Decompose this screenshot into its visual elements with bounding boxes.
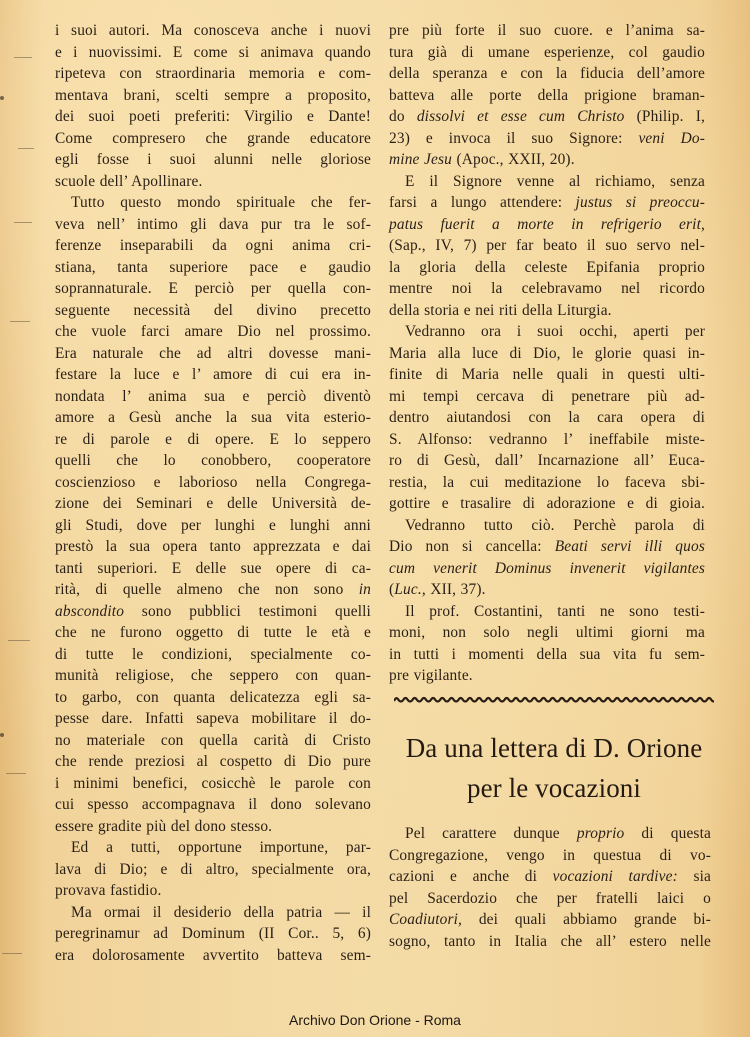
text-line [55, 665, 371, 687]
text-line [55, 429, 371, 451]
text-segment: tanti superiori. E delle sue opere di ca- [55, 559, 371, 577]
text-segment: nondata l’ anima sua e perciò diventò [55, 387, 371, 405]
text-segment: Come compresero che grande educatore [55, 129, 371, 147]
text-line [55, 558, 371, 580]
text-line [55, 816, 371, 838]
italic-text: abscondito [55, 602, 125, 620]
text-segment: sono pubblici testimoni quelli [124, 602, 371, 620]
text-line [389, 128, 705, 150]
text-line [389, 536, 705, 558]
text-segment: dentro aiutandosi con la cara opera di [389, 409, 705, 426]
text-segment: i minimi benefici, cosicchè le parole con [55, 774, 371, 792]
text-segment: mentre noi la celebravamo nel ricordo [389, 280, 705, 297]
text-line [55, 343, 371, 365]
text-segment: festare la luce e l’ amore di cui era in- [55, 366, 371, 383]
italic-text: mine Jesu [389, 151, 452, 168]
section-heading-line-1: Da una lettera di D. Orione [405, 733, 703, 763]
text-line [389, 364, 705, 386]
text-line [55, 42, 371, 64]
text-line [389, 644, 705, 666]
italic-text: proprio [576, 825, 625, 842]
text-line [389, 85, 705, 107]
text-line [55, 687, 371, 709]
text-segment: 23) e invoca il suo Signore: [389, 129, 639, 147]
text-line [389, 214, 705, 236]
text-line [389, 622, 705, 644]
italic-text: vocazioni tardive: [552, 868, 678, 885]
text-segment: scuole dell’ Apollinare. [55, 172, 203, 190]
text-segment: della speranza e con la fiducia dell’amore [389, 65, 705, 82]
text-line [389, 407, 705, 429]
italic-text: dissolvi et esse cum Christo [416, 108, 625, 125]
text-segment: veva nell’ intimo gli dava pur tra le sof- [55, 215, 371, 233]
text-line [55, 644, 371, 666]
text-segment: che vuole farci amare Dio nel prossimo. [55, 323, 371, 340]
text-line [55, 192, 371, 214]
text-segment: egli fosse i suoi alunni nelle gloriose [55, 151, 371, 168]
text-segment: Era naturale che ad altri dovesse mani- [55, 344, 371, 362]
text-segment: provava fastidio. [55, 882, 162, 899]
text-line [55, 730, 371, 752]
text-line [389, 343, 705, 365]
text-line [55, 622, 371, 644]
italic-text: justus si preoccu- [575, 194, 705, 211]
text-segment: soprannaturale. E perciò per quella con- [55, 280, 371, 297]
text-line [55, 128, 371, 150]
text-segment: prestò la sua opera tanto apprezzata e dai [55, 538, 371, 555]
italic-text: patus fuerit a morte in refrigerio erit, [389, 215, 705, 233]
text-segment: (Sap., IV, 7) per far beato il suo servo nel- [389, 237, 705, 254]
text-line [389, 321, 705, 343]
text-segment: gli Studi, dove per lunghi e lunghi anni [55, 516, 371, 534]
text-line [55, 708, 371, 730]
text-line [389, 429, 705, 451]
text-line [55, 859, 371, 881]
text-segment: seguente necessità del divino precetto [55, 301, 371, 319]
text-segment: Ma ormai il desiderio della patria — il [71, 903, 371, 921]
text-segment: coscienzioso e laborioso nella Congrega- [55, 473, 371, 491]
text-line [55, 171, 371, 193]
text-line [389, 278, 705, 300]
text-line [389, 171, 705, 193]
text-line [55, 300, 371, 322]
text-segment: gottire e trasalire di adorazione e di gioia. [389, 495, 705, 512]
text-line [55, 880, 371, 902]
margin-mark [2, 953, 22, 954]
text-line [55, 450, 371, 472]
text-line [389, 931, 711, 953]
text-segment: tura già di umane esperienze, col gaudio [389, 43, 705, 61]
text-segment: peregrinamur ad Dominum (II Cor.. 5, 6) [55, 925, 371, 942]
text-line [55, 235, 371, 257]
text-segment: ferenze inseparabili da ogni anima cri- [55, 237, 371, 254]
text-line [389, 42, 705, 64]
text-line [55, 923, 371, 945]
text-line [55, 364, 371, 386]
text-segment: sia [677, 868, 711, 885]
text-line [389, 386, 705, 408]
text-segment: mi tempi cercava di penetrare più ad- [389, 387, 705, 405]
text-line [55, 257, 371, 279]
margin-mark [8, 640, 30, 641]
text-segment: stiana, tanta superiore pace e gaudio [55, 258, 371, 276]
text-segment: moni, non solo negli ultimi giorni ma [389, 624, 705, 641]
text-line [389, 515, 705, 537]
italic-text: Beati servi illi quos [554, 538, 705, 555]
text-segment: rità, di quelle almeno che non sono [55, 581, 359, 598]
text-segment: Pel carattere dunque [405, 825, 577, 842]
text-line [389, 601, 705, 623]
left-column [55, 20, 371, 966]
text-line [389, 493, 705, 515]
text-line [55, 386, 371, 408]
text-segment: to garbo, con quanta delicatezza egli sa- [55, 688, 371, 706]
text-line [55, 278, 371, 300]
text-line [55, 407, 371, 429]
margin-mark [10, 321, 30, 322]
text-line [55, 493, 371, 515]
text-line [389, 888, 711, 910]
text-segment: e i nuovissimi. E come si animava quando [55, 43, 371, 61]
text-line [55, 579, 371, 601]
margin-mark [14, 57, 32, 58]
text-segment: la gloria della celeste Epifania proprio [389, 258, 705, 276]
text-segment: S. Alfonso: vedranno l’ ineffabile miste- [389, 430, 705, 448]
text-segment: re di parole e di opere. E lo seppero [55, 430, 371, 448]
italic-text: Luc. [394, 581, 422, 598]
text-line [389, 866, 711, 888]
text-segment: che rende preziosi al cospetto di Dio pure [55, 753, 371, 770]
text-segment: lava di Dio; e di altro, specialmente ora, [55, 860, 371, 878]
text-line [389, 909, 711, 931]
archive-footer: Archivo Don Orione - Roma [289, 1012, 461, 1028]
decorative-wavy-rule [394, 694, 714, 706]
text-segment: Dio non si cancella: [389, 538, 555, 555]
italic-text: in [358, 581, 371, 598]
text-segment: (Philip. I, [624, 108, 705, 125]
text-line [55, 794, 371, 816]
text-segment: pre più forte il suo cuore. e l’anima sa- [389, 22, 705, 39]
text-line [55, 85, 371, 107]
text-line [389, 845, 711, 867]
text-segment: restia, la cui meditazione lo faceva sbi- [389, 473, 705, 491]
text-segment: batteva alle porte della prigione braman- [389, 86, 705, 104]
text-line [55, 837, 371, 859]
section-heading-line-2: per le vocazioni [466, 773, 641, 803]
text-line [55, 773, 371, 795]
text-segment: do [389, 108, 417, 125]
text-segment: munità religiose, che seppero con quan- [55, 667, 371, 684]
text-line [389, 450, 705, 472]
text-line [389, 235, 705, 257]
text-line [389, 149, 705, 171]
text-line [55, 902, 371, 924]
text-segment: cui spesso accompagnava il dono solevano [55, 796, 371, 813]
text-segment: zione dei Seminari e delle Università de- [55, 495, 371, 512]
text-segment: no materiale con quella carità di Cristo [55, 731, 371, 749]
text-line [389, 257, 705, 279]
text-segment: cazioni e anche di [389, 868, 553, 885]
text-segment: dei quali abbiamo grande bi- [462, 911, 711, 928]
italic-text: cum venerit Dominus invenerit vigilantes [389, 559, 705, 577]
text-segment: amore a Gesù anche la sua vita esterio- [55, 409, 371, 426]
text-line [55, 601, 371, 623]
text-line [389, 558, 705, 580]
text-segment: Congregazione, vengo in questua di vo- [389, 846, 711, 864]
text-line [389, 106, 705, 128]
text-segment: Il prof. Costantini, tanti ne sono testi- [405, 602, 705, 620]
text-segment: che ne furono oggetto di tutte le età e [55, 624, 371, 641]
text-segment: di questa [624, 825, 711, 842]
margin-mark [18, 148, 34, 149]
text-line [55, 321, 371, 343]
text-line [389, 472, 705, 494]
italic-text: veni Do- [638, 129, 705, 147]
text-line [55, 945, 371, 967]
text-segment: dei suoi poeti preferiti: Virgilio e Dante! [55, 108, 371, 125]
text-segment: sogno, tanto in Italia che all’ estero nelle [389, 932, 711, 950]
text-segment: Ed a tutti, opportune importune, par- [71, 839, 371, 856]
text-segment: , XII, 37). [421, 581, 486, 598]
right-column [389, 20, 705, 687]
text-line [389, 300, 705, 322]
text-segment: di tutte le condizioni, specialmente co- [55, 645, 371, 663]
text-line [389, 63, 705, 85]
text-segment: i suoi autori. Ma conosceva anche i nuovi [55, 22, 371, 39]
text-segment: ripeteva con straordinaria memoria e com- [55, 65, 371, 82]
text-line [55, 472, 371, 494]
text-segment: della storia e nei riti della Liturgia. [389, 301, 612, 319]
text-segment: quelli che lo conobbero, cooperatore [55, 452, 371, 469]
text-line [55, 515, 371, 537]
margin-speck [0, 733, 4, 737]
text-segment: pesse dare. Infatti sapeva mobilitare il do- [55, 710, 371, 727]
text-line [389, 579, 705, 601]
text-segment: era dolorosamente avvertito batteva sem- [55, 946, 371, 964]
margin-speck [0, 96, 4, 100]
margin-mark [14, 222, 32, 223]
text-line [55, 20, 371, 42]
text-segment: essere gradite più del dono stesso. [55, 817, 273, 835]
text-segment: pel Sacerdozio che per fratelli laici o [389, 889, 711, 907]
text-segment: Tutto questo mondo spirituale che fer- [71, 194, 371, 211]
text-segment: ro di Gesù, dall’ Incarnazione all’ Euca- [389, 452, 705, 469]
section-body [389, 823, 711, 952]
text-line [55, 536, 371, 558]
text-segment: (Apoc., XXII, 20). [451, 151, 575, 168]
text-line [389, 20, 705, 42]
text-line [55, 149, 371, 171]
text-segment: Vedranno tutto ciò. Perchè parola di [405, 516, 705, 534]
text-line [389, 823, 711, 845]
text-segment: E il Signore venne al richiamo, senza [405, 172, 705, 190]
text-segment: in tutti i momenti della sua vita fu sem- [389, 645, 705, 663]
text-segment: finite di Maria nelle quali in questi ulti- [389, 366, 705, 383]
text-segment: Maria alla luce di Dio, le glorie quasi in- [389, 344, 705, 362]
text-segment: ( [389, 581, 395, 598]
text-segment: farsi a lungo attendere: [389, 194, 576, 211]
text-line [55, 106, 371, 128]
text-segment: mentava brani, scelti sempre a proposito, [55, 86, 371, 104]
text-segment: pre vigilante. [389, 667, 473, 684]
text-line [55, 63, 371, 85]
text-line [389, 665, 705, 687]
italic-text: Coadiutori, [389, 911, 463, 928]
text-line [55, 214, 371, 236]
text-segment: Vedranno ora i suoi occhi, aperti per [405, 323, 705, 340]
margin-mark [6, 773, 26, 774]
text-line [389, 192, 705, 214]
text-line [55, 751, 371, 773]
